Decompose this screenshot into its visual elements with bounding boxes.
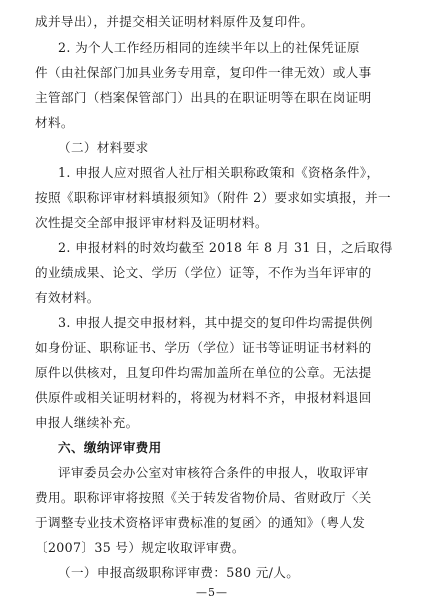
section-heading: （二）材料要求 — [58, 140, 149, 155]
text-line: 次性提交全部申报评审材料及证明材料。 — [35, 215, 268, 230]
text-line: 2. 申报材料的时效均截至 2018 年 8 月 31 日，之后取得 — [58, 240, 393, 255]
text-line: 2. 为个人工作经历相同的连续半年以上的社保凭证原 — [58, 40, 360, 55]
page-number: —5— — [196, 586, 228, 599]
text-line: 评审委员会办公室对审核符合条件的申报人，收取评审 — [58, 465, 369, 480]
text-line: 按照《职称评审材料填报须知》（附件 2）要求如实填报，并一 — [35, 190, 391, 205]
text-line: 件（由社保部门加具业务专用章，复印件一律无效）或人事 — [35, 65, 372, 80]
text-line: 申报人继续补充。 — [35, 415, 139, 430]
text-line: 原件以供核对，且复印件均需加盖所在单位的公章。无法提 — [35, 365, 372, 380]
text-line: （一）申报高级职称评审费：580 元/人。 — [58, 565, 300, 580]
text-line: 主管部门（档案保管部门）出具的在职证明等在职在岗证明 — [35, 90, 372, 105]
text-line: 费用。职称评审将按照《关于转发省物价局、省财政厅〈关 — [35, 490, 372, 505]
text-line: 3. 申报人提交申报材料，其中提交的复印件均需提供例 — [58, 315, 373, 330]
text-line: 供原件或相关证明材料的，将视为材料不齐，申报材料退回 — [35, 390, 372, 405]
section-heading: 六、缴纳评审费用 — [58, 440, 162, 455]
text-line: 〔2007〕35 号）规定收取评审费。 — [35, 540, 245, 555]
text-line: 1. 申报人应对照省人社厅相关职称政策和《资格条件》， — [58, 165, 380, 180]
text-line: 材料。 — [35, 115, 74, 130]
text-line: 于调整专业技术资格评审费标准的复函〉的通知》（粤人发 — [35, 515, 366, 530]
text-line: 成并导出），并提交相关证明材料原件及复印件。 — [35, 14, 314, 29]
text-line: 的业绩成果、论文、学历（学位）证等，不作为当年评审的 — [35, 265, 372, 280]
text-line: 如身份证、职称证书、学历（学位）证书等证明证书材料的 — [35, 340, 372, 355]
text-line: 有效材料。 — [35, 290, 100, 305]
